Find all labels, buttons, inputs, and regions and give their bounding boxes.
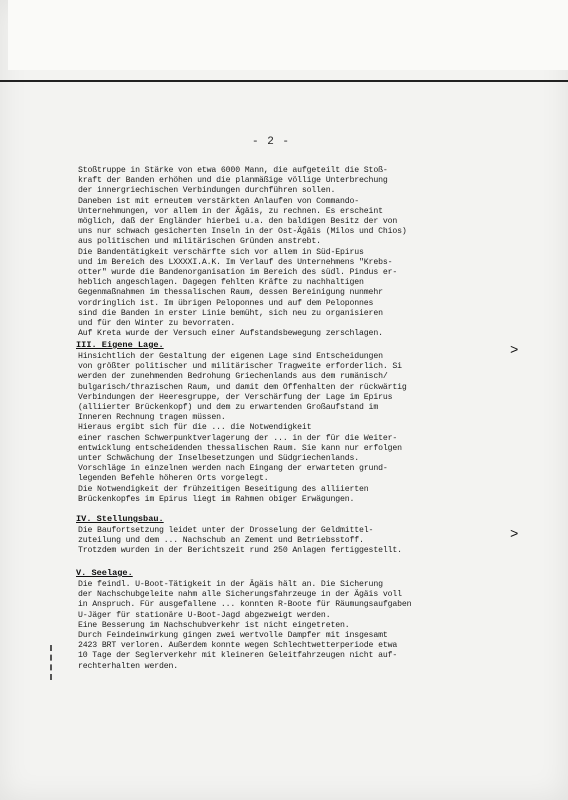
text-line: Eine Besserung im Nachschubverkehr ist nicht eingetreten. xyxy=(78,620,350,630)
text-line: bulgarisch/thrazischen Raum, und damit dem Offenhalten der rückwärtig xyxy=(78,382,407,392)
margin-mark-arrow: > xyxy=(510,343,519,359)
text-line: Hieraus ergibt sich für die ... die Notwendigkeit xyxy=(78,423,312,433)
text-line: Gegenmaßnahmen im thessalischen Raum, dessen Bereinigung nunmehr xyxy=(78,288,383,298)
text-line: Stoßtruppe in Stärke von etwa 6000 Mann, die aufgeteilt die Stoß- xyxy=(78,166,388,175)
text-line: möglich, daß der Engländer hierbei u.a. den baldigen Besitz der von xyxy=(78,217,398,227)
hole-punch-mark xyxy=(50,645,62,680)
text-line: Inneren Rechnung tragen müssen. xyxy=(78,413,226,423)
text-line: Durch Feindeinwirkung gingen zwei wertvolle Dampfer mit insgesamt xyxy=(78,631,388,641)
text-line: unter Schwächung der Inselbesetzungen und Südgriechenlands. xyxy=(78,454,360,464)
text-line: Die feindl. U-Boot-Tätigkeit in der Ägäis hält an. Die Sicherung xyxy=(78,580,383,589)
text-line: sind die Banden in erster Linie bemüht, sich neu zu organisieren xyxy=(78,308,383,318)
text-line: uns nur schwach gesicherten Inseln in der Ost-Ägäis (Milos und Chios) xyxy=(78,227,407,237)
section-seelage-text xyxy=(78,580,518,672)
margin-mark-arrow-2: > xyxy=(510,527,519,543)
text-line: 2423 BRT verloren. Außerdem konnte wegen Schlechtwetterperiode etwa xyxy=(78,641,398,651)
text-line: und für den Winter zu bevorraten. xyxy=(78,319,236,329)
text-line: heblich angeschlagen. Dagegen fehlten Kräfte zu nachhaltigen xyxy=(78,278,364,288)
text-line: Daneben ist mit erneutem verstärkten Anlaufen von Commando- xyxy=(78,196,360,206)
text-line: vordringlich ist. Im übrigen Peloponnes und auf dem Peloponnes xyxy=(78,298,374,308)
text-line: werden der zunehmenden Bedrohung Griechenlands aus dem rumänisch/ xyxy=(78,372,388,382)
text-line: Brückenkopfes im Epirus liegt im Rahmen obiger Erwägungen. xyxy=(78,494,355,504)
text-line: Die Baufortsetzung leidet unter der Drosselung der Geldmittel- xyxy=(78,526,374,535)
section-heading-eigene-lage: III. Eigene Lage. xyxy=(76,340,164,350)
text-line: Die Bandentätigkeit verschärfte sich vor allem in Süd-Epirus xyxy=(78,247,364,257)
section-heading-seelage: V. Seelage. xyxy=(76,568,133,578)
text-line: U-Jäger für stationäre U-Boot-Jagd abgezweigt werden. xyxy=(78,610,331,620)
text-line: Auf Kreta wurde der Versuch einer Aufstandsbewegung zerschlagen. xyxy=(78,329,383,339)
page-number: - 2 - xyxy=(252,136,291,148)
text-line: Unternehmungen, vor allem in der Ägäis, zu rechnen. Es erscheint xyxy=(78,206,383,216)
text-line: Trotzdem wurden in der Berichtszeit rund 250 Anlagen fertiggestellt. xyxy=(78,546,402,556)
text-line: legenden Befehle höheren Orts vorgelegt. xyxy=(78,474,269,484)
text-line: kraft der Banden erhöhen und die planmäßige völlige Unterbrechung xyxy=(78,176,388,186)
text-line: von größter politischer und militärischer Tragweite erforderlich. Si xyxy=(78,362,402,372)
section-stellungsbau-text xyxy=(78,526,518,557)
text-line: der Nachschubgeleite nahm alle Sicherungsfahrzeuge in der Ägäis voll xyxy=(78,590,402,600)
text-line: Vorschläge in einzelnen werden nach Eingang der erwarteten grund- xyxy=(78,464,388,474)
text-line: Verbindungen der Heeresgruppe, der Verschärfung der Lage im Epirus xyxy=(78,392,393,402)
text-line: und im Bereich des LXXXXI.A.K. Im Verlauf des Unternehmens "Krebs- xyxy=(78,257,393,267)
text-line: zuteilung und dem ... Nachschub an Zement und Betriebsstoff. xyxy=(78,536,364,546)
text-line: rechterhalten werden. xyxy=(78,661,179,671)
text-line: aus politischen und militärischen Gründen anstrebt. xyxy=(78,237,321,247)
text-line: Die Notwendigkeit der frühzeitigen Beseitigung des alliierten xyxy=(78,484,369,494)
text-line: einer raschen Schwerpunktverlagerung der ... in der für die Weiter- xyxy=(78,433,398,443)
section-eigene-lage-text xyxy=(78,352,518,505)
text-line: (alliierter Brückenkopf) und dem zu erwartenden Großaufstand im xyxy=(78,403,379,413)
text-line: Hinsichtlich der Gestaltung der eigenen Lage sind Entscheidungen xyxy=(78,352,383,361)
scan-edge-line xyxy=(0,80,568,82)
text-line: der innergriechischen Verbindungen durchführen sollen. xyxy=(78,186,336,196)
text-line: otter" wurde die Bandenorganisation im Bereich des südl. Pindus er- xyxy=(78,268,398,278)
section-heading-stellungsbau: IV. Stellungsbau. xyxy=(76,514,164,524)
intro-paragraph xyxy=(78,166,518,339)
text-line: 10 Tage der Seglerverkehr mit kleineren Geleitfahrzeugen nicht auf- xyxy=(78,651,398,661)
text-line: entwicklung entscheidenden thessalischen Raum. Sie kann nur erfolgen xyxy=(78,443,402,453)
scan-top-margin xyxy=(8,0,568,70)
text-line: in Anspruch. Für ausgefallene ... konnten R-Boote für Räumungsaufgaben xyxy=(78,600,412,610)
